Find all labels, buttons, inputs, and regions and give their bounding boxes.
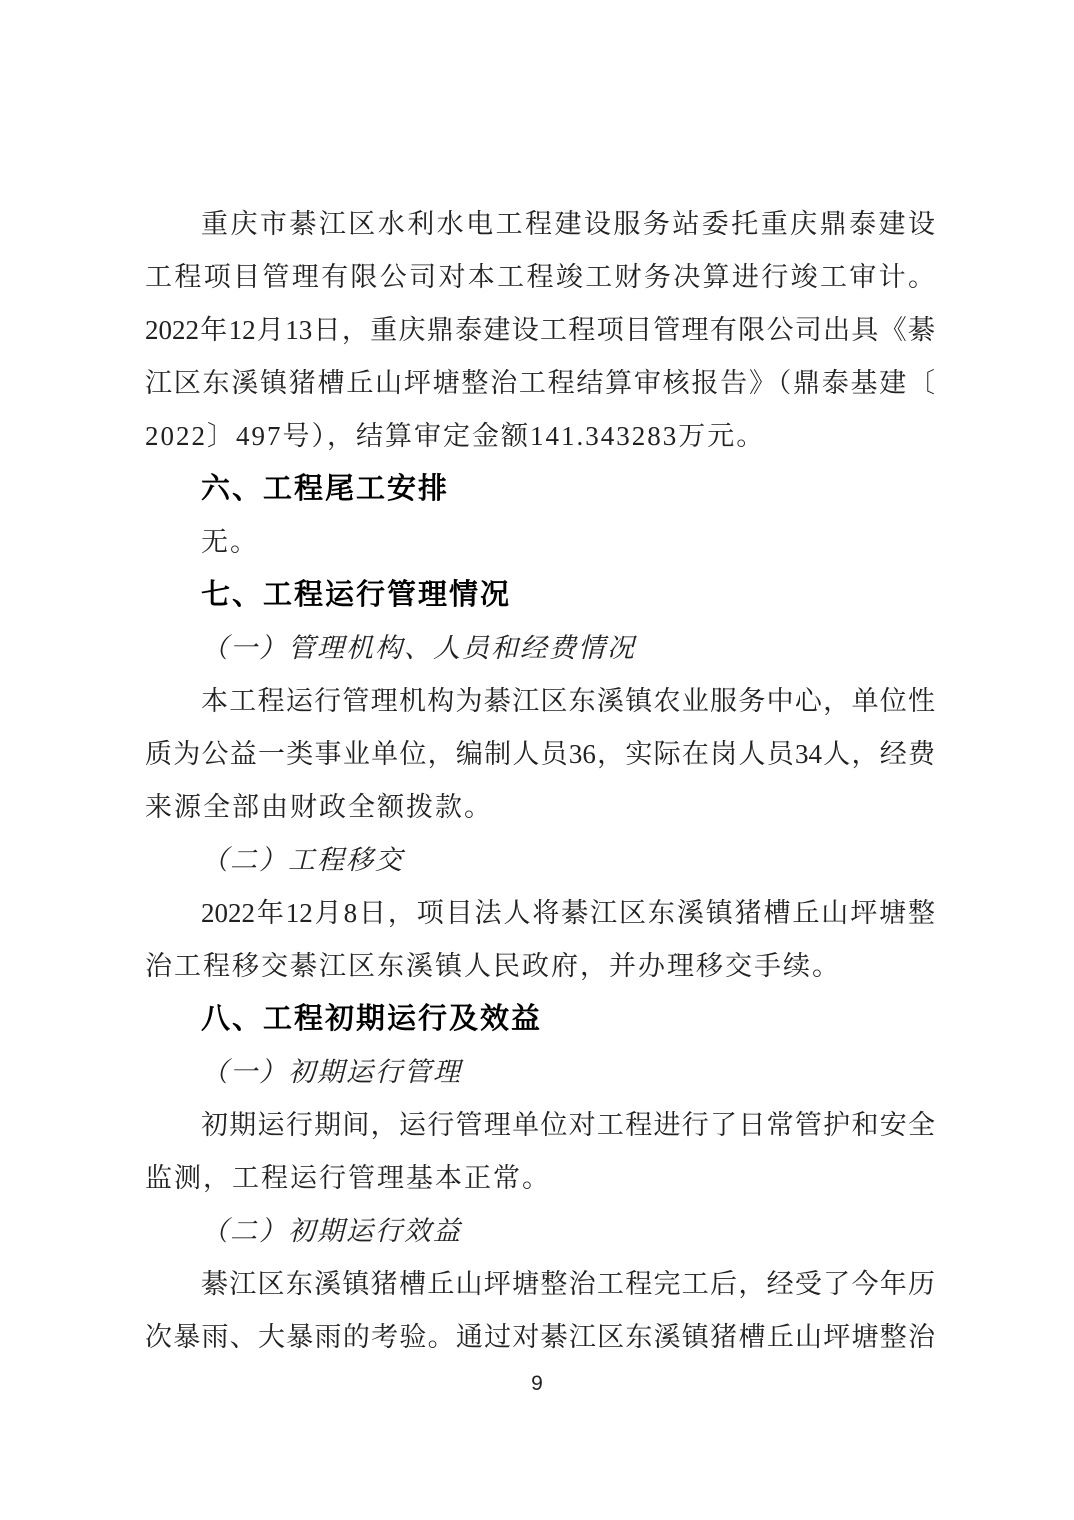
text-line: 质为公益一类事业单位，编制人员36，实际在岗人员34人，经费 bbox=[145, 739, 935, 769]
subsection-heading: （二）工程移交 bbox=[201, 845, 404, 875]
page-number: 9 bbox=[531, 1372, 543, 1395]
document-body bbox=[145, 198, 935, 1364]
text-line: 江区东溪镇猪槽丘山坪塘整治工程结算审核报告》（鼎泰基建〔 bbox=[145, 368, 935, 398]
text-line: 工程项目管理有限公司对本工程竣工财务决算进行竣工审计。 bbox=[145, 262, 935, 292]
text-line: 监测，工程运行管理基本正常。 bbox=[145, 1163, 551, 1193]
subsection-heading: （一）初期运行管理 bbox=[201, 1057, 462, 1087]
text-line: 2022年12月8日，项目法人将綦江区东溪镇猪槽丘山坪塘整 bbox=[201, 898, 935, 928]
text-line: 次暴雨、大暴雨的考验。通过对綦江区东溪镇猪槽丘山坪塘整治 bbox=[145, 1322, 935, 1352]
text-line: 初期运行期间，运行管理单位对工程进行了日常管护和安全 bbox=[201, 1110, 935, 1140]
text-line: 2022〕497号），结算审定金额141.343283万元。 bbox=[145, 421, 766, 451]
text-line: 2022年12月13日，重庆鼎泰建设工程项目管理有限公司出具《綦 bbox=[145, 315, 935, 345]
text-line: 重庆市綦江区水利水电工程建设服务站委托重庆鼎泰建设 bbox=[201, 209, 935, 239]
section-heading: 七、工程运行管理情况 bbox=[201, 579, 512, 611]
text-line: 治工程移交綦江区东溪镇人民政府，并办理移交手续。 bbox=[145, 951, 841, 981]
text-line: 綦江区东溪镇猪槽丘山坪塘整治工程完工后，经受了今年历 bbox=[201, 1269, 935, 1299]
section-heading: 六、工程尾工安排 bbox=[201, 473, 450, 505]
subsection-heading: （一）管理机构、人员和经费情况 bbox=[201, 633, 636, 663]
text-line: 无。 bbox=[201, 527, 259, 557]
subsection-heading: （二）初期运行效益 bbox=[201, 1216, 462, 1246]
text-line: 来源全部由财政全额拨款。 bbox=[145, 792, 493, 822]
section-heading: 八、工程初期运行及效益 bbox=[201, 1003, 543, 1035]
text-line: 本工程运行管理机构为綦江区东溪镇农业服务中心，单位性 bbox=[201, 686, 935, 716]
